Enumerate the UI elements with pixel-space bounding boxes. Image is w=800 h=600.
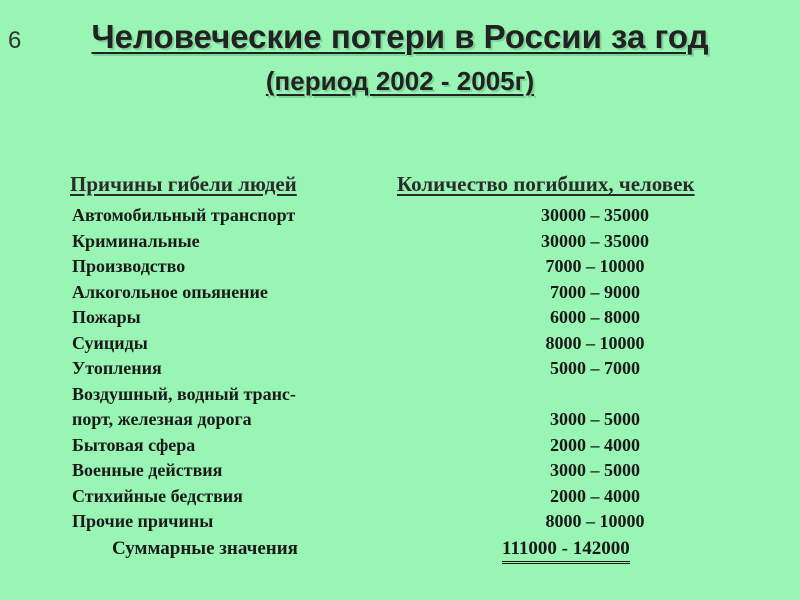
table-row	[0, 332, 800, 357]
cause-cell: Бытовая сфера	[72, 434, 196, 455]
count-cell: 30000 – 35000	[541, 230, 649, 251]
cause-cell: Пожары	[72, 307, 141, 327]
count-cell: 7000 – 9000	[550, 281, 640, 302]
cause-cell: Стихийные бедствия	[72, 485, 243, 506]
count-cell: 8000 – 10000	[545, 511, 645, 531]
page-title-text: Человеческие потери в России за год	[91, 18, 709, 55]
table-row	[0, 485, 800, 510]
count-cell: 7000 – 10000	[545, 256, 645, 276]
count-cell: 8000 – 10000	[545, 332, 645, 353]
cause-cell: Криминальные	[72, 230, 200, 251]
count-cell: 3000 – 5000	[550, 460, 640, 480]
table-total-row	[0, 538, 800, 563]
cause-cell: Военные действия	[72, 460, 223, 480]
total-value: 111000 - 142000	[502, 538, 630, 564]
count-cell: 2000 – 4000	[550, 434, 640, 455]
table-row	[0, 230, 800, 255]
cause-cell: Воздушный, водный транс-	[72, 383, 296, 404]
table-row	[0, 383, 800, 408]
cause-cell: Прочие причины	[72, 511, 214, 531]
table-row	[0, 204, 800, 229]
page-subtitle-text: (период 2002 - 2005г)	[265, 66, 535, 96]
count-cell: 6000 – 8000	[550, 307, 640, 327]
table-row	[0, 434, 800, 459]
table-row	[0, 306, 800, 331]
cause-cell: Суициды	[72, 332, 148, 353]
count-cell: 5000 – 7000	[550, 358, 640, 378]
table-row	[0, 408, 800, 433]
table-row	[0, 510, 800, 535]
cause-cell: Производство	[72, 256, 186, 276]
count-cell: 2000 – 4000	[550, 485, 640, 506]
slide-number: 6	[8, 27, 22, 54]
cause-cell: Алкогольное опьянение	[72, 281, 268, 302]
table-row	[0, 459, 800, 484]
count-cell: 30000 – 35000	[541, 205, 649, 225]
cause-cell: порт, железная дорога	[72, 409, 252, 429]
column-header-count: Количество погибших, человек	[397, 172, 695, 196]
cause-cell: Утопления	[72, 358, 162, 378]
cause-cell: Автомобильный транспорт	[72, 205, 296, 225]
table-row	[0, 281, 800, 306]
count-cell: 3000 – 5000	[550, 409, 640, 429]
table-row	[0, 357, 800, 382]
table-row	[0, 255, 800, 280]
column-header-cause: Причины гибели людей	[70, 172, 297, 196]
total-label: Суммарные значения	[112, 538, 298, 559]
